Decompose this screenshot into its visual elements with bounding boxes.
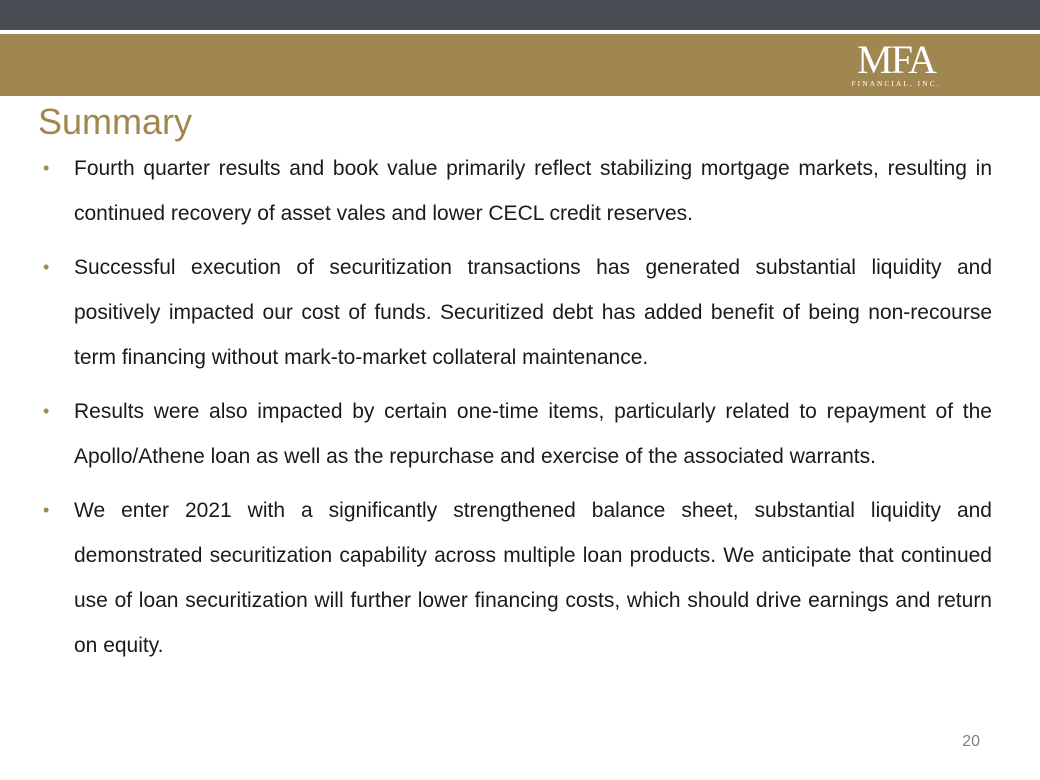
page-number: 20: [962, 733, 980, 750]
bullet-item: [40, 488, 992, 668]
bullet-text: Results were also impacted by certain one-time items, particularly related to repayment of the Apollo/Athene loan as well as the repurchase and exercise of the associated warrants.: [74, 400, 992, 468]
header-dark-bar: [0, 0, 1040, 30]
bullet-dot-icon: •: [43, 257, 50, 277]
bullet-item: [40, 245, 992, 380]
bullet-dot-icon: •: [43, 158, 50, 178]
bullet-item: [40, 389, 992, 479]
logo-subtitle: FINANCIAL, INC.: [851, 79, 941, 88]
slide-title: Summary: [38, 101, 193, 142]
bullet-text: We enter 2021 with a significantly strengthened balance sheet, substantial liquidity and demonstrated securitization capability across multiple loan products. We anticipate that continued use of loan securitization will further lower financing costs, which should drive earnings and return on equity.: [74, 499, 992, 657]
bullet-dot-icon: •: [43, 500, 50, 520]
bullet-dot-icon: •: [43, 401, 50, 421]
bullet-text: Successful execution of securitization transactions has generated substantial liquidity and positively impacted our cost of funds. Securitized debt has added benefit of being non-recourse term financing without mark-to-market collateral maintenance.: [74, 256, 992, 369]
logo-mark: MFA: [857, 37, 935, 82]
bullet-item: [40, 146, 992, 236]
bullet-text: Fourth quarter results and book value primarily reflect stabilizing mortgage markets, resulting in continued recovery of asset vales and lower CECL credit reserves.: [74, 157, 992, 225]
bullet-list: [40, 146, 992, 677]
company-logo: [846, 37, 946, 88]
